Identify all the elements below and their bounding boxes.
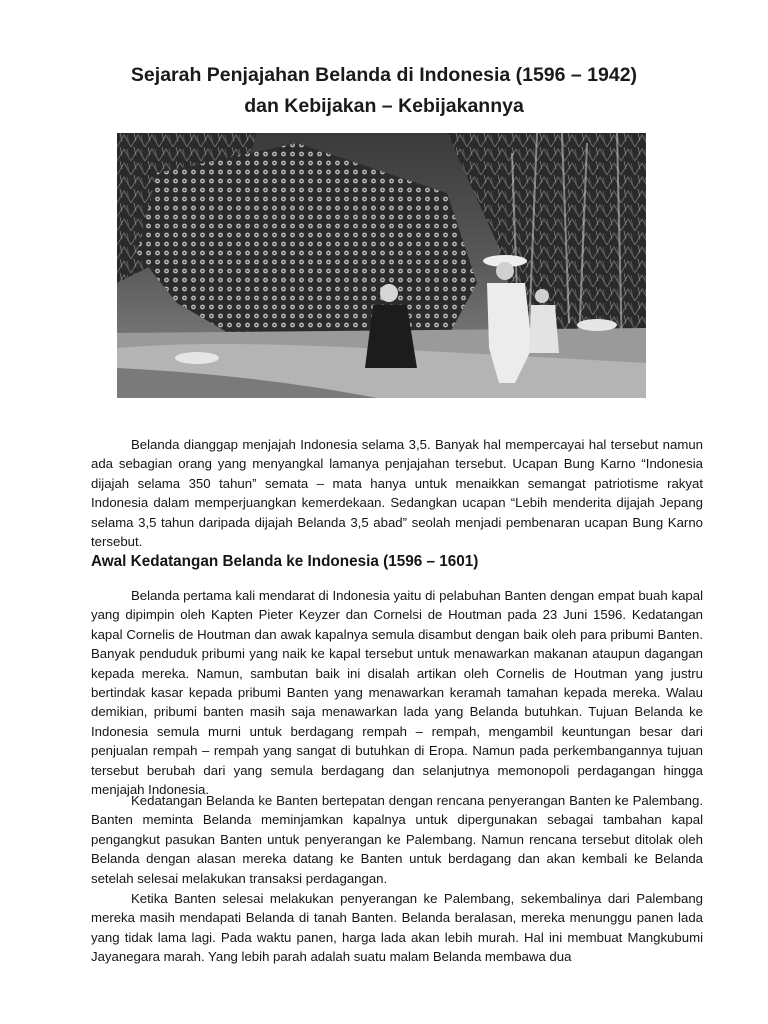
- document-title: [60, 60, 708, 122]
- section-paragraph-2: Kedatangan Belanda ke Banten bertepatan dengan rencana penyerangan Banten ke Palembang. Banten meminta Belanda meminjamkan kapalnya untuk dipergunakan sebagai tambahan kapal pengangkut pasukan Banten untuk penyerangan ke Palembang. Namun rencana tersebut ditolak oleh Belanda dengan alasan mereka datang ke Banten untuk berdagang dan akan kembali ke Belanda setelah selesai melakukan transaksi perdagangan.: [91, 793, 703, 886]
- title-line-1: Sejarah Penjajahan Belanda di Indonesia (1596 – 1942): [130, 64, 638, 86]
- section-paragraph-1: Belanda pertama kali mendarat di Indonesia yaitu di pelabuhan Banten dengan empat buah kapal yang dipimpin oleh Kapten Pieter Keyzer dan Cornelsi de Houtman pada 23 Juni 1596. Kedatangan kapal Cornelis de Houtman dan awak kapalnya semula disambut dengan baik oleh para pribumi Banten. Banyak penduduk pribumi yang naik ke kapal tersebut untuk menawarkan makanan ataupun dagangan kepada mereka. Namun, sambutan baik ini disalah artikan oleh Cornelis de Houtman yang justru bertindak kasar kepada pribumi Banten yang menawarkan keramah tamahan kepada mereka. Walau demikian, pribumi banten masih saja menawarkan lada yang Belanda butuhkan. Tujuan Belanda ke Indonesia semula murni untuk berdagang rempah – rempah, mengambil keuntungan besar dari penjualan rempah – rempah yang sangat di butuhkan di Eropa. Namun pada perkembangannya tujuan tersebut berubah dari yang semula berdagang dan selanjutnya memonopoli perdagangan hingga menjajah Indonesia.: [91, 588, 703, 798]
- historical-photo: [117, 133, 646, 398]
- intro-paragraph: Belanda dianggap menjajah Indonesia selama 3,5. Banyak hal mempercayai hal tersebut namun ada sebagian orang yang menyangkal lamanya penjajahan tersebut. Ucapan Bung Karno “Indonesia dijajah selama 350 tahun” semata – mata hanya untuk menaikkan semangat patriotisme rakyat Indonesia dalam memperjuangkan kemerdekaan. Sedangkan ucapan “Lebih menderita dijajah Jepang selama 3,5 tahun daripada dijajah Belanda 3,5 abad” seolah menjadi pembenaran ucapan Bung Karno tersebut.: [91, 437, 703, 550]
- section-heading: Awal Kedatangan Belanda ke Indonesia (1596 – 1601): [91, 553, 479, 570]
- section-paragraph-3: Ketika Banten selesai melakukan penyerangan ke Palembang, sekembalinya dari Palembang mereka masih mendapati Belanda di tanah Banten. Belanda beralasan, mereka menunggu panen lada yang tidak lama lagi. Pada waktu panen, harga lada akan lebih murah. Hal ini membuat Mangkubumi Jayanegara marah. Yang lebih parah adalah suatu malam Belanda membawa dua: [91, 891, 703, 965]
- title-line-2: dan Kebijakan – Kebijakannya: [244, 95, 524, 117]
